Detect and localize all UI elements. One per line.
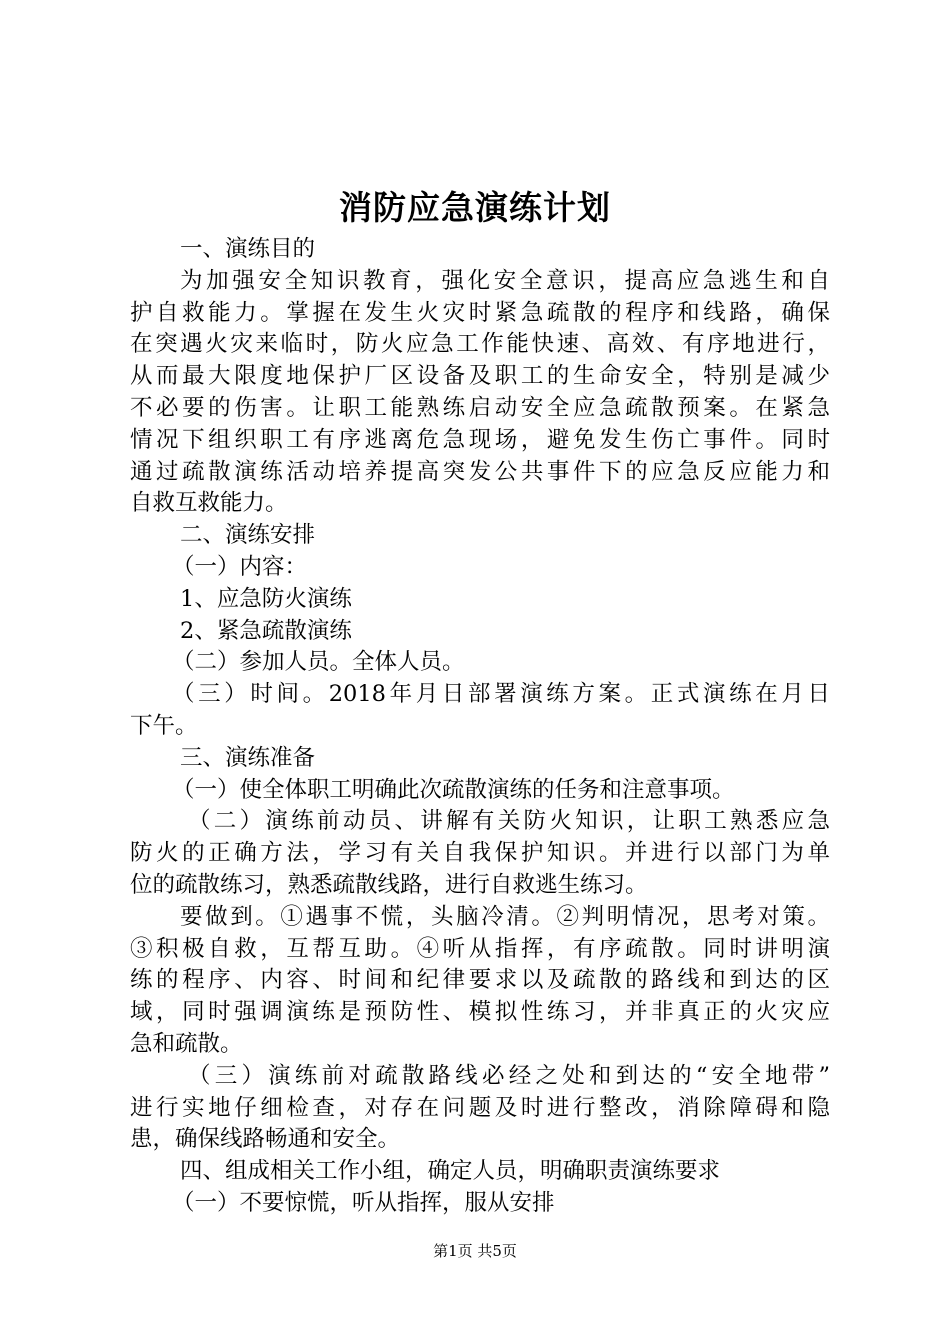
section-heading-3: 三、演练准备 <box>180 744 316 771</box>
list-item: 2、紧急疏散演练 <box>180 617 352 644</box>
page-footer: 第1页 共5页 <box>433 1242 517 1260</box>
paragraph-line: 从而最大限度地保护厂区设备及职工的生命安全，特别是减少 <box>130 363 830 390</box>
paragraph-line: （三）时间。2018年月日部署演练方案。正式演练在月日 <box>172 681 830 708</box>
subsection-heading: （一）不要惊慌，听从指挥，服从安排 <box>172 1189 555 1216</box>
paragraph-line: 急和疏散。 <box>130 1030 243 1057</box>
paragraph-line: 域，同时强调演练是预防性、模拟性练习，并非真正的火灾应 <box>130 999 830 1026</box>
list-item: 1、应急防火演练 <box>180 585 352 612</box>
paragraph-line: （一）使全体职工明确此次疏散演练的任务和注意事项。 <box>172 776 735 803</box>
subsection-heading: （一）内容： <box>172 553 308 580</box>
paragraph-line: 护自救能力。掌握在发生火灾时紧急疏散的程序和线路，确保 <box>130 299 830 326</box>
paragraph-line: 位的疏散练习，熟悉疏散线路，进行自救逃生练习。 <box>130 871 648 898</box>
paragraph-line: 防火的正确方法，学习有关自我保护知识。并进行以部门为单 <box>130 840 830 867</box>
section-heading-2: 二、演练安排 <box>180 522 316 549</box>
paragraph-line: 为加强安全知识教育，强化安全意识，提高应急逃生和自 <box>180 267 830 294</box>
paragraph-line: 不必要的伤害。让职工能熟练启动安全应急疏散预案。在紧急 <box>130 394 830 421</box>
paragraph-line: 自救互救能力。 <box>130 490 288 517</box>
paragraph-line: 情况下组织职工有序逃离危急现场，避免发生伤亡事件。同时 <box>130 426 830 453</box>
paragraph-line: 患，确保线路畅通和安全。 <box>130 1126 401 1153</box>
document-title: 消防应急演练计划 <box>339 188 611 227</box>
section-heading-4: 四、组成相关工作小组，确定人员，明确职责演练要求 <box>180 1158 721 1185</box>
paragraph-line: 在突遇火灾来临时，防火应急工作能快速、高效、有序地进行， <box>130 331 830 358</box>
paragraph-line: 通过疏散演练活动培养提高突发公共事件下的应急反应能力和 <box>130 458 830 485</box>
section-heading-1: 一、演练目的 <box>180 236 316 262</box>
subsection-heading: （二）参加人员。全体人员。 <box>172 649 465 676</box>
paragraph-line: 下午。 <box>130 712 198 739</box>
paragraph-line: 进行实地仔细检查，对存在问题及时进行整改，消除障碍和隐 <box>130 1094 830 1121</box>
paragraph-line: ③积极自救，互帮互助。④听从指挥，有序疏散。同时讲明演 <box>130 935 830 962</box>
paragraph-line: （三）演练前对疏散路线必经之处和到达的“安全地带” <box>188 1062 830 1089</box>
document-body <box>130 234 830 1220</box>
paragraph-line: 练的程序、内容、时间和纪律要求以及疏散的路线和到达的区 <box>130 967 830 994</box>
paragraph-line: 要做到。①遇事不慌，头脑冷清。②判明情况，思考对策。 <box>180 903 830 930</box>
paragraph-line: （二）演练前动员、讲解有关防火知识，让职工熟悉应急 <box>188 808 830 835</box>
